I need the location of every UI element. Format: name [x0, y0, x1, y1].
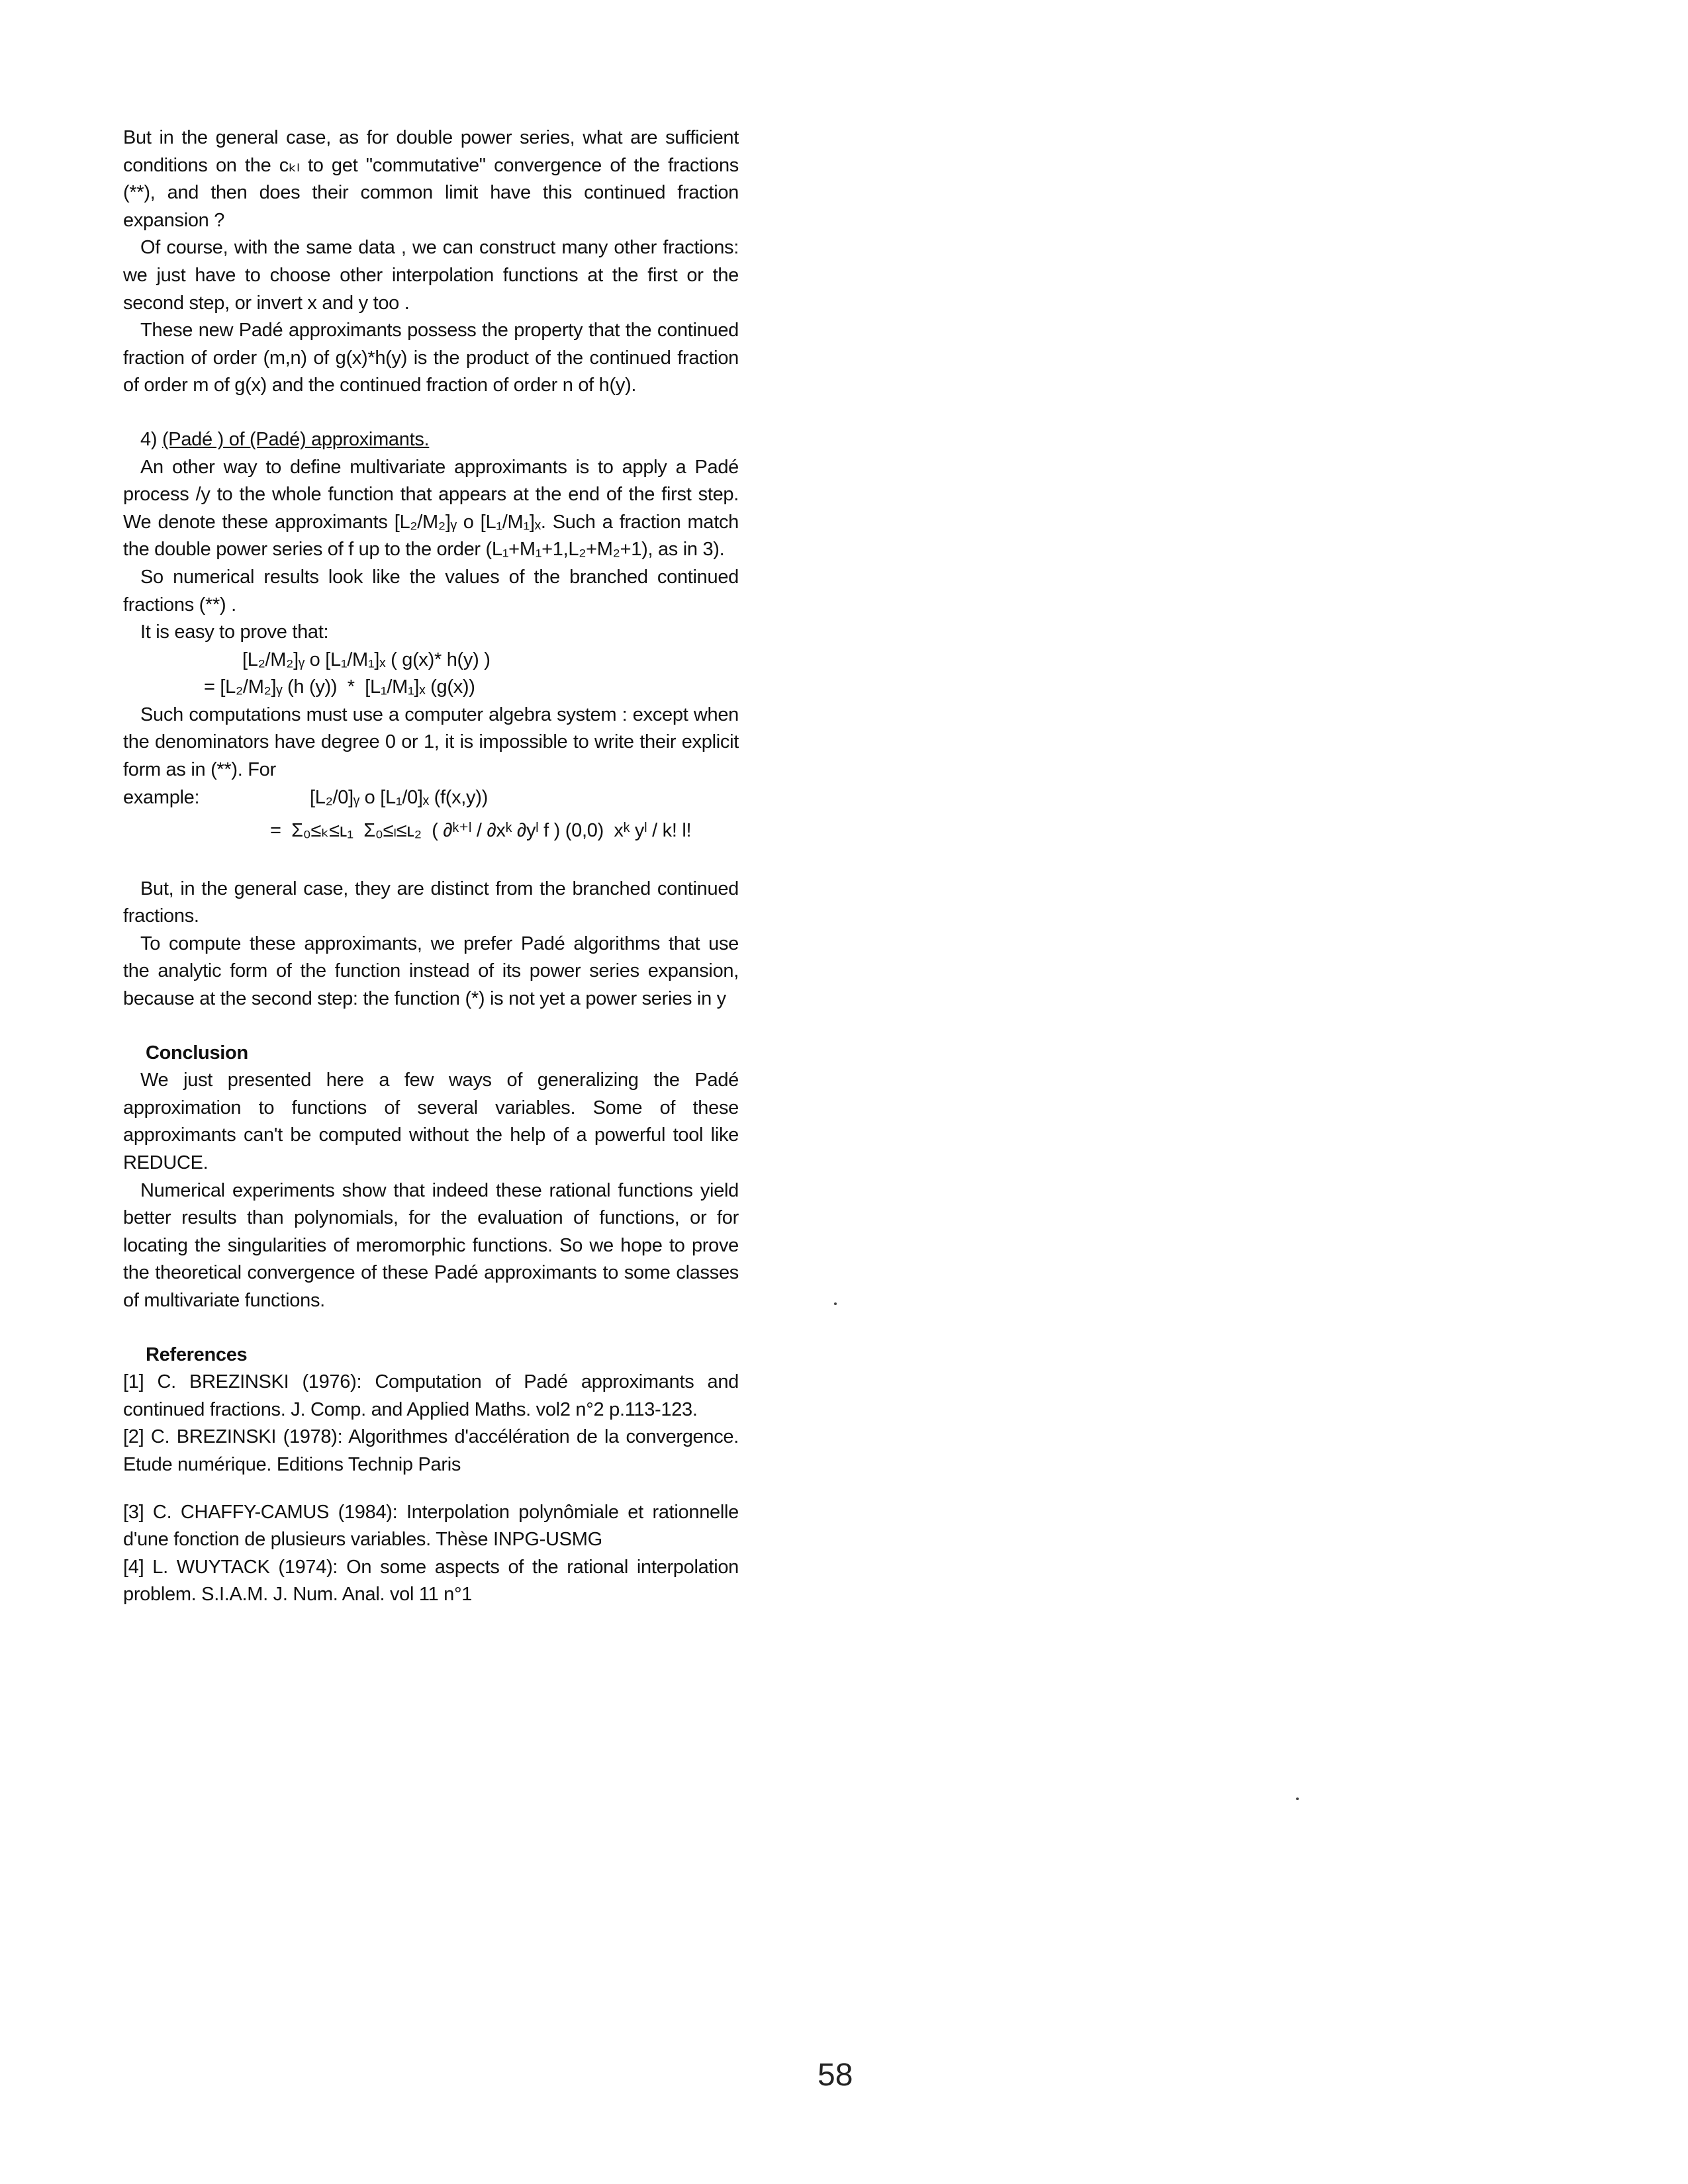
spacer — [123, 1315, 739, 1342]
paragraph-numerical-results: So numerical results look like the values of the branched continued fractions (**) . — [123, 566, 739, 615]
reference-3: [3] C. CHAFFY-CAMUS (1984): Interpolation polynômiale et rationnelle d'une fonction de plusieurs variables. Thèse INPG-USMG — [123, 1501, 739, 1551]
section-4-number: 4) — [140, 428, 158, 450]
paragraph-commutative-convergence: But in the general case, as for double power series, what are sufficient conditions on the cₖₗ to get "commutative" convergence of the fractions (**), and then does their common limit have this continued fraction expansion ? — [123, 127, 739, 231]
paragraph-computer-algebra: Such computations must use a computer algebra system : except when the denominators have degree 0 or 1, it is impossible to write their explicit form as in (**). For — [123, 704, 739, 781]
scan-speck — [834, 1302, 837, 1305]
example-formula-line-2: = Σ₀≤ₖ≤ʟ₁ Σ₀≤ₗ≤ʟ₂ ( ∂ᵏ⁺ˡ / ∂xᵏ ∂yˡ f ) (0,0) xᵏ yˡ / k! l! — [270, 819, 692, 841]
spacer — [123, 1013, 739, 1040]
spacer — [123, 1479, 739, 1499]
references-heading: References — [146, 1343, 248, 1365]
page-number: 58 — [818, 2058, 853, 2093]
paragraph-distinct-from-branched: But, in the general case, they are distinct from the branched continued fractions. — [123, 878, 739, 927]
example-formula-line-1: [L₂/0]ᵧ o [L₁/0]ₓ (f(x,y)) — [310, 786, 488, 808]
paragraph-pade-product-property: These new Padé approximants possess the property that the continued fraction of order (m,n) of g(x)*h(y) is the product of the continued fraction of order m of g(x) and the continued fraction of order n of h(y). — [123, 320, 739, 396]
paragraph-pade-algorithms: To compute these approximants, we prefer Padé algorithms that use the analytic form of the function instead of its power series expansion, because at the second step: the function (*) is not yet a power series in y — [123, 933, 739, 1010]
reference-1: [1] C. BREZINSKI (1976): Computation of Padé approximants and continued fractions. J. Comp. and Applied Maths. vol2 n°2 p.113-123. — [123, 1371, 739, 1420]
section-4-heading — [123, 426, 739, 454]
conclusion-paragraph-1: We just presented here a few ways of generalizing the Padé approximation to functions of several variables. Some of these approximants can't be computed without the help of a powerful tool like REDUCE. — [123, 1069, 739, 1173]
spacer — [123, 400, 739, 426]
conclusion-heading: Conclusion — [146, 1042, 248, 1064]
paragraph-easy-to-prove: It is easy to prove that: — [140, 621, 329, 643]
text-column — [123, 124, 739, 1609]
paragraph-other-fractions: Of course, with the same data , we can construct many other fractions: we just have to choose other interpolation functions at the first or the second step, or invert x and y too . — [123, 237, 739, 314]
equation-line-2: = [L₂/M₂]ᵧ (h (y)) * [L₁/M₁]ₓ (g(x)) — [204, 676, 475, 698]
paragraph-multivariate-approximants: An other way to define multivariate approximants is to apply a Padé process /y to the whole function that appears at the end of the first step. We denote these approximants [L₂/M₂]ᵧ o [L₁/M₁]ₓ. Such a fraction match the double power series of f up to the order (L₁+M₁+1,L₂+M₂+1), as in 3). — [123, 456, 739, 561]
example-formula — [123, 784, 739, 876]
equation-line-1: [L₂/M₂]ᵧ o [L₁/M₁]ₓ ( g(x)* h(y) ) — [242, 649, 491, 670]
reference-2: [2] C. BREZINSKI (1978): Algorithmes d'accélération de la convergence. Etude numérique. Editions Technip Paris — [123, 1426, 739, 1475]
section-4-title: (Padé ) of (Padé) approximants. — [162, 428, 430, 450]
conclusion-paragraph-2: Numerical experiments show that indeed these rational functions yield better results than polynomials, for the evaluation of functions, or for locating the singularities of meromorphic functions. So we hope to prove the theoretical convergence of these Padé approximants to some classes of multivariate functions. — [123, 1179, 739, 1311]
reference-4: [4] L. WUYTACK (1974): On some aspects of the rational interpolation problem. S.I.A.M. J. Num. Anal. vol 11 n°1 — [123, 1556, 739, 1606]
example-label: example: — [123, 786, 200, 808]
scan-speck — [1296, 1797, 1299, 1800]
